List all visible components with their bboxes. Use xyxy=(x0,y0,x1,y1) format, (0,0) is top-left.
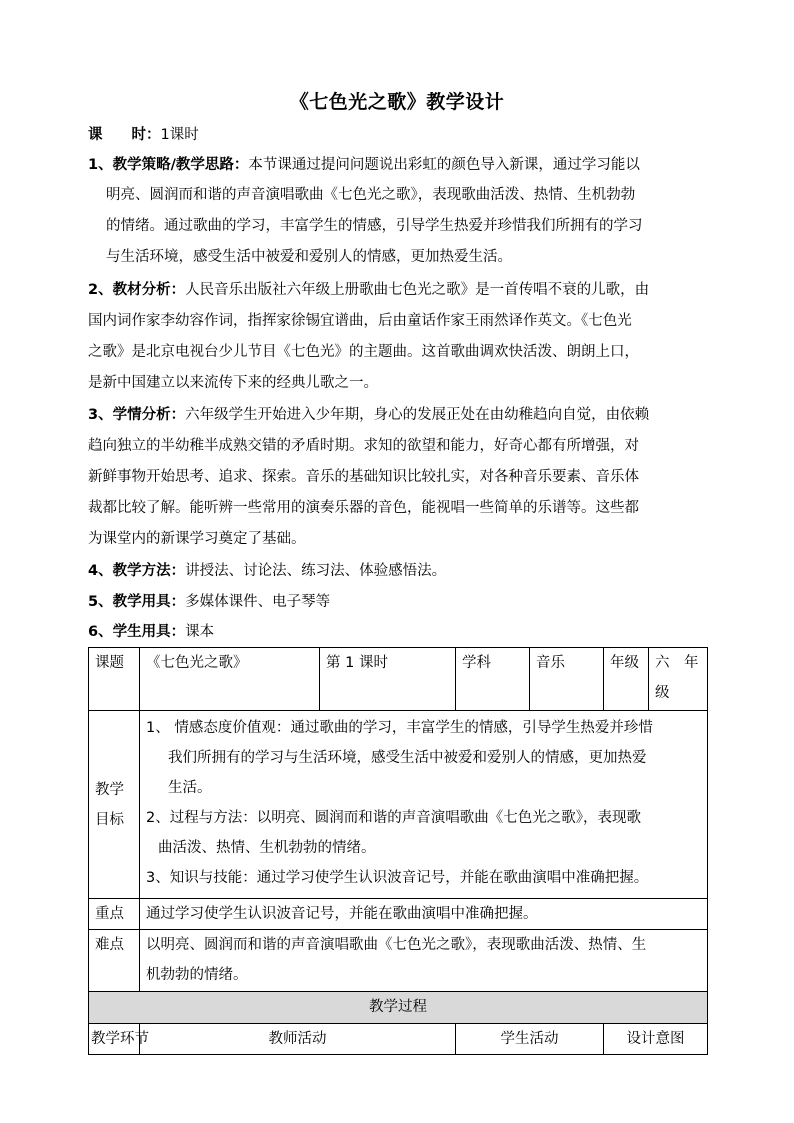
table-row-goals xyxy=(89,711,708,899)
lesson-hours-value: 1课时 xyxy=(160,127,199,143)
goal-1-line2: 我们所拥有的学习与生活环境，感受生活中被爱和爱别人的情感，更加热爱 xyxy=(168,750,647,766)
cell-course-value: 《七色光之歌》 xyxy=(140,648,320,711)
section-student-tools-label: 6、学生用具： xyxy=(88,624,186,640)
section-learner-line2: 趋向独立的半幼稚半成熟交错的矛盾时期。求知的欲望和能力，好奇心都有所增强，对 xyxy=(88,438,639,454)
table-row-course xyxy=(89,648,708,711)
section-material-text: 人民音乐出版社六年级上册歌曲七色光之歌》是一首传唱不衰的儿歌，由 xyxy=(185,282,650,298)
lesson-hours-line xyxy=(88,125,708,145)
section-learner-line1 xyxy=(88,405,708,425)
cell-process-header: 教学过程 xyxy=(89,992,708,1024)
section-learner-line5: 为课堂内的新课学习奠定了基础。 xyxy=(88,531,306,547)
section-strategy-line1 xyxy=(88,155,708,175)
section-material-line1 xyxy=(88,280,708,300)
goal-3-line1: 3、知识与技能：通过学习使学生认识波音记号，并能在歌曲演唱中准确把握。 xyxy=(146,870,649,886)
cell-goals-content xyxy=(140,711,708,899)
section-method-label: 4、教学方法： xyxy=(88,563,186,579)
section-material-line2: 国内词作家李幼容作词，指挥家徐锡宜谱曲，后由童话作家王雨然译作英文。《七色光 xyxy=(88,313,632,329)
section-tools-label: 5、教学用具： xyxy=(88,594,186,610)
table-row-process-header xyxy=(89,992,708,1024)
section-student-tools-line xyxy=(88,622,708,642)
section-learner-label: 3、学情分析： xyxy=(88,407,186,423)
grade-value-line1: 六 年 xyxy=(655,655,699,671)
goals-label-line1: 教学 xyxy=(95,781,124,798)
section-learner-text: 六年级学生开始进入少年期，身心的发展正处在由幼稚趋向自觉，由依赖 xyxy=(185,407,650,423)
cell-col-student: 学生活动 xyxy=(456,1024,604,1055)
section-student-tools-value: 课本 xyxy=(185,624,215,640)
section-strategy-text: 本节课通过提问问题说出彩虹的颜色导入新课，通过学习能以 xyxy=(248,157,640,173)
cell-col-teacher: 教师活动 xyxy=(140,1024,456,1055)
cell-key-label: 重点 xyxy=(89,899,140,930)
section-method-line xyxy=(88,561,708,581)
section-strategy-line2: 明亮、圆润而和谐的声音演唱歌曲《七色光之歌》，表现歌曲活泼、热情、生机勃勃 xyxy=(106,187,636,203)
cell-course-label: 课题 xyxy=(89,648,140,711)
table-row-columns xyxy=(89,1024,708,1055)
goal-1-line3: 生活。 xyxy=(168,780,212,796)
cell-difficulty-value xyxy=(140,930,708,992)
cell-col-phase: 教学环节 xyxy=(89,1024,140,1055)
document-title: 《七色光之歌》教学设计 xyxy=(289,91,505,113)
cell-key-value: 通过学习使学生认识波音记号，并能在歌曲演唱中准确把握。 xyxy=(140,899,708,930)
section-tools-value: 多媒体课件、电子琴等 xyxy=(185,594,331,610)
section-learner-line4: 裁都比较了解。能听辨一些常用的演奏乐器的音色，能视唱一些简单的乐谱等。这些都 xyxy=(88,500,639,516)
section-strategy-line3: 的情绪。通过歌曲的学习，丰富学生的情感，引导学生热爱并珍惜我们所拥有的学习 xyxy=(106,218,643,234)
cell-goals-label xyxy=(89,711,140,899)
goal-2-line1: 2、过程与方法：以明亮、圆润而和谐的声音演唱歌曲《七色光之歌》，表现歌 xyxy=(146,810,641,826)
cell-grade-value xyxy=(649,648,708,711)
section-strategy-line4: 与生活环境，感受生活中被爱和爱别人的情感，更加热爱生活。 xyxy=(106,249,512,265)
cell-subject-label: 学科 xyxy=(456,648,530,711)
goal-1-line1: 1、 情感态度价值观：通过歌曲的学习，丰富学生的情感，引导学生热爱并珍惜 xyxy=(146,720,653,736)
lesson-plan-table xyxy=(88,647,708,1055)
lesson-hours-label: 课 时： xyxy=(88,127,161,143)
cell-col-intent: 设计意图 xyxy=(604,1024,708,1055)
difficulty-line1: 以明亮、圆润而和谐的声音演唱歌曲《七色光之歌》，表现歌曲活泼、热情、生 xyxy=(146,937,647,953)
cell-difficulty-label: 难点 xyxy=(89,930,140,992)
goal-2-line2: 曲活泼、热情、生机勃勃的情绪。 xyxy=(158,840,376,856)
goals-label-line2: 目标 xyxy=(95,811,124,828)
cell-subject-value: 音乐 xyxy=(530,648,604,711)
table-row-key xyxy=(89,899,708,930)
section-tools-line xyxy=(88,592,708,612)
grade-value-line2: 级 xyxy=(655,685,670,701)
difficulty-line2: 机勃勃的情绪。 xyxy=(146,967,248,983)
section-material-line4: 是新中国建立以来流传下来的经典儿歌之一。 xyxy=(88,375,378,391)
table-row-difficulty xyxy=(89,930,708,992)
section-strategy-label: 1、教学策略/教学思路： xyxy=(88,157,249,173)
section-method-value: 讲授法、讨论法、练习法、体验感悟法。 xyxy=(185,563,447,579)
cell-grade-label: 年级 xyxy=(604,648,649,711)
cell-lesson-number: 第 1 课时 xyxy=(320,648,456,711)
section-material-label: 2、教材分析： xyxy=(88,282,186,298)
section-learner-line3: 新鲜事物开始思考、追求、探索。音乐的基础知识比较扎实，对各种音乐要素、音乐体 xyxy=(88,469,639,485)
section-material-line3: 之歌》是北京电视台少儿节目《七色光》的主题曲。这首歌曲调欢快活泼、朗朗上口， xyxy=(88,344,639,360)
